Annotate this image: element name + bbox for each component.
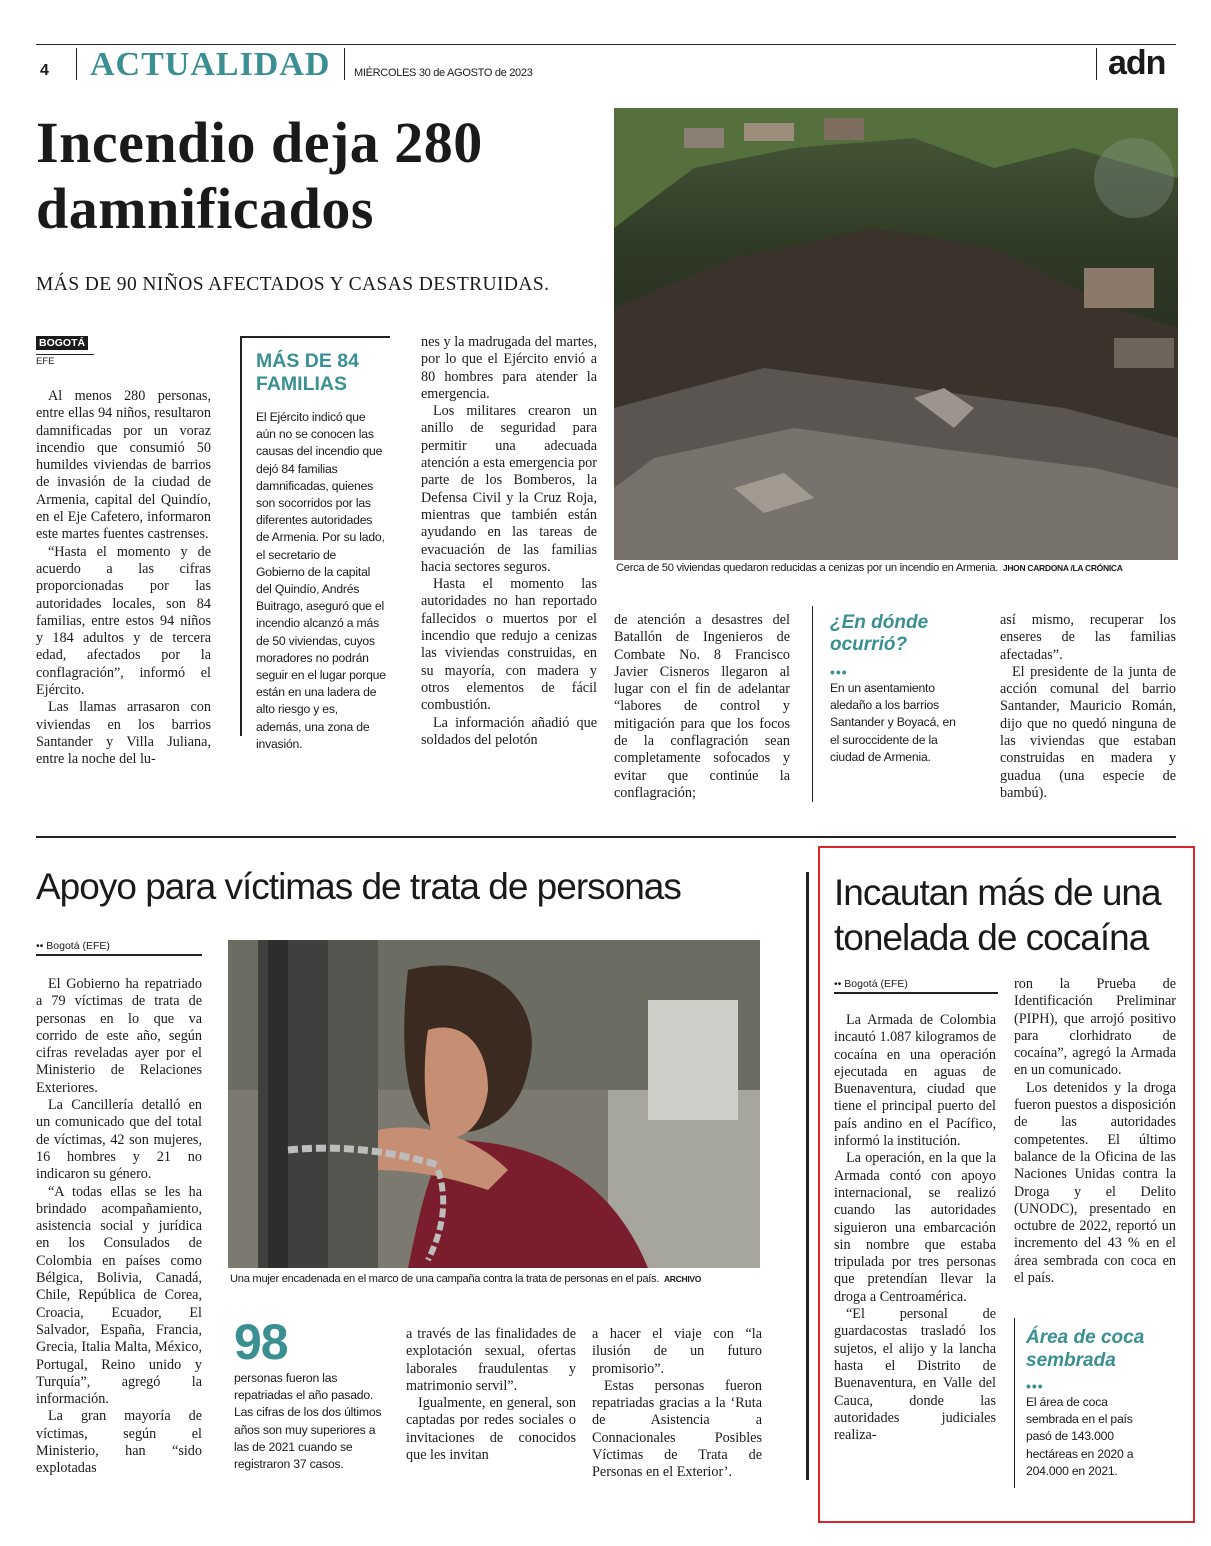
coca-box-title: Área de coca sembrada [1026,1327,1145,1371]
paragraph: Las llamas arrasaron con viviendas en los barrios Santander y Villa Juliana, entre la noche del lu- [36,699,211,768]
chained-woman-photo-image [228,940,760,1268]
article1-headline [36,110,616,242]
paragraph: así mismo, recuperar los enseres de las familias afectadas”. [1000,612,1176,663]
fire-photo-caption [616,562,1123,574]
article3-byline: •• Bogotá (EFE) [834,978,998,994]
where-title: ¿En dónde ocurrió? [830,612,929,655]
coca-box-text: El área de coca sembrada en el país pasó de 143.000 hectáreas en 2020 a 204.000 en 2021. [1026,1395,1134,1478]
coca-box-dots: ••• [1026,1378,1044,1394]
big-number-text: personas fueron las repatriadas el año pasado. Las cifras de los dos últimos años son muy superiores a las de 2021 cuando se registraron 37 casos. [234,1371,382,1472]
caption-text: Cerca de 50 viviendas quedaron reducidas a cenizas por un incendio en Armenia. [616,562,999,574]
paragraph: Los detenidos y la droga fueron puestos a disposición de las autoridades competentes. El último balance de la Oficina de las Naciones Unidas contra la Droga y el Delito (UNODC), presentado en octubre de 2022, reportó un incremento del 43 % en el área sembrada con coca en el país. [1014,1079,1176,1287]
article2-col3 [406,1326,576,1464]
paragraph: a hacer el viaje con “la ilusión de un futuro promisorio”. [592,1326,762,1377]
header-divider [76,48,77,80]
where-text: En un asentamiento aledaño a los barrios Santander y Boyacá, en el suroccidente de la ciudad de Armenia. [830,681,956,764]
header-date: MIÉRCOLES 30 de AGOSTO de 2023 [354,67,533,79]
paragraph: El presidente de la junta de acción comunal del barrio Santander, Mauricio Román, dijo que no quedó ninguna de las viviendas que estaban construidas en madera y guadua (una especie de bambú). [1000,663,1176,801]
paragraph: de atención a desastres del Batallón de Ingenieros de Combate No. 8 Francisco Javier Cisneros llegaron al lugar con el fin de adelantar “labores de control y mitigación para que los focos de la conflagración sean completamente sofocados y evitar que continúe la conflagración; [614,612,790,801]
chained-woman-caption [230,1273,701,1285]
paragraph: La operación, en la que la Armada contó con apoyo internacional, se realizó cuando las autoridades siguieron una embarcación sin nombre que estaba tripulada por tres personas que pretendían llevar la droga a Centroamérica. [834,1150,996,1305]
top-rule [36,44,1176,45]
paragraph: La Cancillería detalló en un comunicado que del total de víctimas, 42 son mujeres, 16 hombres y 21 no indicaron su género. [36,1097,202,1183]
caption-credit: JHON CARDONA /LA CRÓNICA [1002,563,1123,573]
chained-woman-photo [228,940,760,1268]
article3-headline [834,870,1184,960]
paragraph: Igualmente, en general, son captadas por redes sociales o invitaciones de conocidos que les invitan [406,1395,576,1464]
fire-photo [614,108,1178,560]
headline-line1: Incendio deja 280 [36,110,483,175]
adn-logo: adn [1108,44,1166,82]
paragraph: a través de las finalidades de explotación sexual, ofertas laborales fraudulentas y matrimonio servil”. [406,1326,576,1394]
paragraph: Al menos 280 personas, entre ellas 94 niños, resultaron damnificadas por un voraz incendio que consumió 50 humildes viviendas de barrios de invasión de la ciudad de Armenia, capital del Quindío, en el Eje Cafetero, informaron este martes fuentes castrenses. [36,388,211,543]
dateline-location: BOGOTÁ [36,336,88,350]
paragraph: Estas personas fueron repatriadas gracias a la ‘Ruta de Asistencia a Connacionales Posibles Víctimas de Trata de Personas en el Exterior’. [592,1377,762,1481]
article1-col3 [421,334,597,749]
article1-col4 [614,612,790,802]
paragraph: “Hasta el momento y de acuerdo a las cifras proporcionadas por las autoridades locales, son 84 familias, entre estos 94 niños y 184 adultos y de tercera edad, afectados por la conflagración”, informó el Ejército. [36,543,211,699]
header-divider-2 [344,48,345,80]
paragraph: Los militares crearon un anillo de seguridad para permitir una adecuada atención a esta emergencia por parte de los Bomberos, la Defensa Civil y la Cruz Roja, mientras que también están ayudando en las tareas de evacuación de las familias hacia sectores seguros. [421,403,597,575]
section-title: ACTUALIDAD [90,46,331,83]
dateline-agency: EFE [36,354,94,367]
headline-line2: damnificados [36,176,374,241]
paragraph: La información añadió que soldados del pelotón [421,714,597,748]
caption-text: Una mujer encadenada en el marco de una campaña contra la trata de personas en el país. [230,1273,660,1285]
big-number: 98 [234,1314,288,1370]
headline-line2: tonelada de cocaína [834,917,1149,958]
article2-col1 [36,976,202,1478]
article1-subtitle: MÁS DE 90 NIÑOS AFECTADOS Y CASAS DESTRUIDAS. [36,274,550,295]
caption-credit: ARCHIVO [663,1274,702,1284]
header-divider-3 [1096,48,1097,80]
paragraph: “El personal de guardacostas trasladó los sujetos, el alijo y la lancha hasta el Distrito de Buenaventura, en Valle del Cauca, donde las autoridades judiciales realiza- [834,1306,996,1444]
page-number: 4 [40,62,49,79]
paragraph: nes y la madrugada del martes, por lo que el Ejército envió a 80 hombres para atender la emergencia. [421,334,597,402]
fire-photo-image [614,108,1178,560]
article1-col1 [36,388,211,769]
headline-line1: Incautan más de una [834,872,1161,913]
article2-headline: Apoyo para víctimas de trata de personas [36,866,681,907]
paragraph: La gran mayoría de víctimas, según el Ministerio, han “sido explotadas [36,1408,202,1477]
paragraph: “A todas ellas se les ha brindado acompañamiento, asistencia social y jurídica en los Consulados de Colombia en países como Bélgica, Bolivia, Canadá, Chile, República de Corea, Croacia, Ecuador, El Salvador, España, Francia, Grecia, Italia Malta, México, Portugal, Reino unido y Turquía”, agregó la información. [36,1183,202,1408]
where-dots: ••• [830,664,848,680]
article3-col1 [834,1012,996,1444]
sidebar-text: El Ejército indicó que aún no se conocen las causas del incendio que dejó 84 familias damnificadas, quienes son socorridos por las diferentes autoridades de Armenia. Por su lado, el secretario de Gobierno de la capital del Quindío, Andrés Buitrago, aseguró que el incendio alcanzó a más de 50 viviendas, cuyos moradores no podrán seguir en el lugar porque están en una ladera de alto riesgo y es, además, una zona de invasión. [256,410,386,751]
paragraph: El Gobierno ha repatriado a 79 víctimas de trata de personas en lo que va corrido de este año, según cifras reveladas ayer por el Ministerio de Relaciones Exteriores. [36,976,202,1096]
article-divider [806,872,809,1480]
sidebar-title: MÁS DE 84 FAMILIAS [256,350,359,395]
section-separator [36,836,1176,838]
paragraph: ron la Prueba de Identificación Preliminar (PIPH), que arrojó positivo para clorhidrato de cocaína”, agregó la Armada en un comunicado. [1014,976,1176,1079]
article2-col4 [592,1326,762,1482]
article3-col2 [1014,976,1176,1287]
article2-byline: •• Bogotá (EFE) [36,940,202,956]
article1-col6 [1000,612,1176,802]
paragraph: Hasta el momento las autoridades no han reportado fallecidos o muertos por el incendio que redujo a cenizas las viviendas construidas, en su mayoría, con madera y otros elementos de fácil combustión. [421,576,597,714]
paragraph: La Armada de Colombia incautó 1.087 kilogramos de cocaína en una operación ejecutada en aguas de Buenaventura, ciudad que tiene el principal puerto del país andino en el Pacífico, informó la institución. [834,1012,996,1150]
